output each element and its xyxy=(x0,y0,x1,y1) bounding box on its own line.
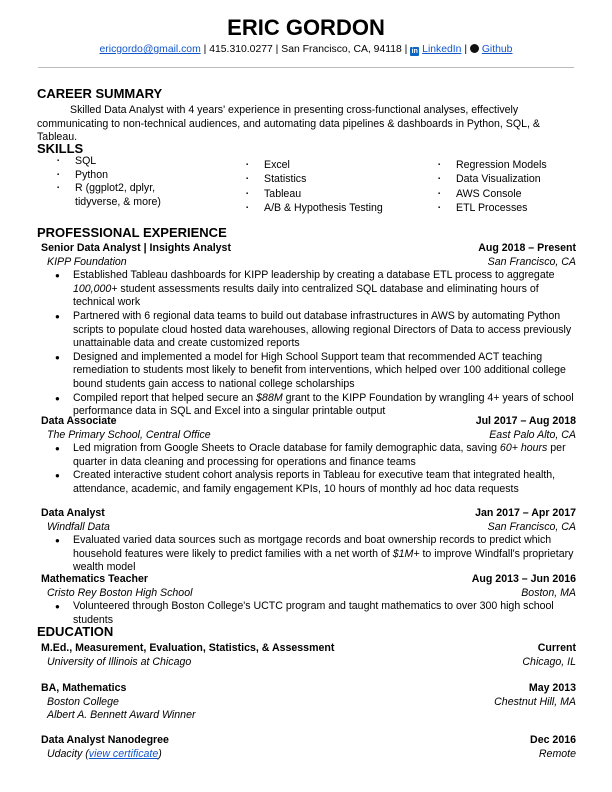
job-org-row xyxy=(41,429,576,443)
linkedin-link[interactable]: LinkedIn xyxy=(422,44,462,55)
separator: | xyxy=(461,44,470,55)
education-entry xyxy=(41,734,576,761)
skills-column-2 xyxy=(246,158,436,215)
bullet-item xyxy=(41,534,576,575)
bullet-item xyxy=(41,310,576,351)
job-organization: The Primary School, Central Office xyxy=(47,428,211,441)
education-header xyxy=(41,734,576,748)
location: San Francisco, CA, 94118 xyxy=(281,44,402,55)
job-entry xyxy=(41,242,576,419)
job-bullets xyxy=(41,600,576,627)
bullet-item xyxy=(41,351,576,392)
institution-name: University of Illinois at Chicago xyxy=(47,655,192,668)
education-location: Remote xyxy=(538,747,576,760)
institution xyxy=(41,656,191,670)
bullet-text: Compiled report that helped secure an xyxy=(73,391,257,404)
job-bullets xyxy=(41,534,576,575)
skill-item: ▪ Python xyxy=(57,169,187,183)
bullet-item xyxy=(41,442,576,469)
bullet-text: Led migration from Google Sheets to Oracle database for family demographic data, saving xyxy=(73,442,500,455)
institution-suffix: ) xyxy=(158,747,162,760)
email-link[interactable]: ericgordo@gmail.com xyxy=(99,44,201,55)
contact-line xyxy=(0,43,612,57)
bullet-text: Established Tableau dashboards for KIPP leadership by creating a database ETL process to aggregate xyxy=(73,269,555,282)
job-org-row xyxy=(41,256,576,270)
section-heading-education: EDUCATION xyxy=(37,624,114,639)
bullet-text: Created interactive student cohort analysis reports in Tableau for executive team that integrated health, attendance, academic, and family engagement KPIs, 10 hours of monthly ad hoc data requests xyxy=(73,469,556,495)
section-heading-skills: SKILLS xyxy=(37,141,84,156)
bullet-text: Evaluated varied data sources such as mortgage records and boat ownership records to predict which household features were likely to predict families with a net worth of xyxy=(73,534,552,560)
job-location: San Francisco, CA xyxy=(487,255,576,268)
job-location: East Palo Alto, CA xyxy=(489,428,576,441)
bullet-item xyxy=(41,600,576,627)
skills-column-3 xyxy=(438,158,588,215)
section-heading-experience: PROFESSIONAL EXPERIENCE xyxy=(37,225,227,240)
job-location: Boston, MA xyxy=(521,586,576,599)
skill-item: ▪ ETL Processes xyxy=(438,201,588,215)
skill-item: ▪ AWS Console xyxy=(438,187,588,201)
bullet-text: Partnered with 6 regional data teams to build out database infrastructures in AWS by automating Python scripts to populate cloud hosted data warehouses, allowing regional Directors of Data to access previously unattainable data and create customized reports xyxy=(73,309,572,350)
job-organization: Cristo Rey Boston High School xyxy=(47,586,193,599)
bullet-item xyxy=(41,469,576,496)
job-header xyxy=(41,242,576,256)
job-org-row xyxy=(41,521,576,535)
bullet-text: 60+ hours xyxy=(499,442,548,455)
job-header xyxy=(41,507,576,521)
institution xyxy=(41,696,119,710)
skills-column-1 xyxy=(57,155,187,209)
skill-item: ▪ Data Visualization xyxy=(438,172,588,186)
bullet-text: to improve Windfall's proprietary wealth model xyxy=(73,547,574,574)
github-link[interactable]: Github xyxy=(481,44,513,55)
skill-item: ▪ A/B & Hypothesis Testing xyxy=(246,201,436,215)
institution xyxy=(41,748,162,762)
job-header xyxy=(41,415,576,429)
job-dates: Jan 2017 – Apr 2017 xyxy=(475,507,576,519)
education-org-row xyxy=(41,748,576,762)
bullet-text: $1M+ xyxy=(392,547,420,560)
education-header xyxy=(41,682,576,696)
job-entry xyxy=(41,507,576,575)
degree-title: M.Ed., Measurement, Evaluation, Statistics, & Assessment xyxy=(41,642,335,654)
job-organization: Windfall Data xyxy=(47,520,110,533)
github-icon xyxy=(470,44,479,53)
divider xyxy=(38,67,574,68)
bullet-text: Designed and implemented a model for High School Support team that recommended ACT teaching remediation to students most likely to benefit from interventions, which helped over 100 additional college bound students gain access to national college scholarships xyxy=(73,350,566,390)
bullet-text: grant to the KIPP Foundation by wrangling 4+ years of school performance data in SQL and Excel into a singular printable output xyxy=(73,391,574,418)
bullet-text: student assessments results daily into centralized SQL database and eliminating hours of technical work xyxy=(73,282,539,309)
job-entry xyxy=(41,415,576,497)
degree-title: Data Analyst Nanodegree xyxy=(41,734,169,746)
education-org-row xyxy=(41,696,576,710)
view-certificate-link[interactable]: view certificate xyxy=(88,747,159,760)
education-location: Chicago, IL xyxy=(522,655,576,668)
job-dates: Aug 2018 – Present xyxy=(478,242,576,254)
job-title: Senior Data Analyst | Insights Analyst xyxy=(41,242,231,254)
job-entry xyxy=(41,573,576,627)
bullet-text: $88M xyxy=(256,391,283,404)
job-dates: Jul 2017 – Aug 2018 xyxy=(475,415,576,427)
job-header xyxy=(41,573,576,587)
education-entry xyxy=(41,642,576,669)
education-dates: May 2013 xyxy=(528,682,576,694)
education-dates: Current xyxy=(537,642,576,654)
separator: | xyxy=(200,44,210,55)
candidate-name: ERIC GORDON xyxy=(227,15,385,40)
bullet-item xyxy=(41,269,576,310)
award: Albert A. Bennett Award Winner xyxy=(47,709,196,722)
job-location: San Francisco, CA xyxy=(487,520,576,533)
skill-item: ▪ SQL xyxy=(57,155,187,169)
institution-name: Udacity ( xyxy=(47,747,89,760)
job-org-row xyxy=(41,587,576,601)
bullet-text: per quarter in data cleaning and processing for operations and finance teams xyxy=(73,442,566,468)
institution-name: Boston College xyxy=(47,695,119,708)
separator: | xyxy=(401,44,411,55)
job-title: Mathematics Teacher xyxy=(41,573,148,585)
phone: 415.310.0277 xyxy=(209,44,273,55)
education-header xyxy=(41,642,576,656)
linkedin-icon: in xyxy=(411,48,418,55)
education-dates: Dec 2016 xyxy=(530,734,576,746)
job-bullets xyxy=(41,269,576,419)
job-title: Data Associate xyxy=(41,415,117,427)
education-location: Chestnut Hill, MA xyxy=(494,695,576,708)
section-heading-career-summary: CAREER SUMMARY xyxy=(37,86,163,101)
job-dates: Aug 2013 – Jun 2016 xyxy=(471,573,576,585)
job-title: Data Analyst xyxy=(41,507,105,519)
bullet-text: 100,000+ xyxy=(73,282,118,295)
skill-item: ▪ Tableau xyxy=(246,187,436,201)
education-entry xyxy=(41,682,576,723)
skill-item: ▪ R (ggplot2, dplyr, tidyverse, & more) xyxy=(57,182,175,209)
summary-text: Skilled Data Analyst with 4 years' experience in presenting cross-functional analyses, effectively communicating to non-technical audiences, and automating data pipelines & dashboards in Python, SQL, & Tableau. xyxy=(37,104,540,144)
bullet-text: Volunteered through Boston College's UCTC program and taught mathematics to over 300 high school students xyxy=(73,600,554,626)
job-bullets xyxy=(41,442,576,496)
education-org-row xyxy=(41,656,576,670)
skill-item: ▪ Excel xyxy=(246,158,436,172)
separator: | xyxy=(272,44,282,55)
skill-item: ▪ Regression Models xyxy=(438,158,588,172)
degree-title: BA, Mathematics xyxy=(41,682,127,694)
skill-item: ▪ Statistics xyxy=(246,172,436,186)
job-organization: KIPP Foundation xyxy=(47,255,127,268)
